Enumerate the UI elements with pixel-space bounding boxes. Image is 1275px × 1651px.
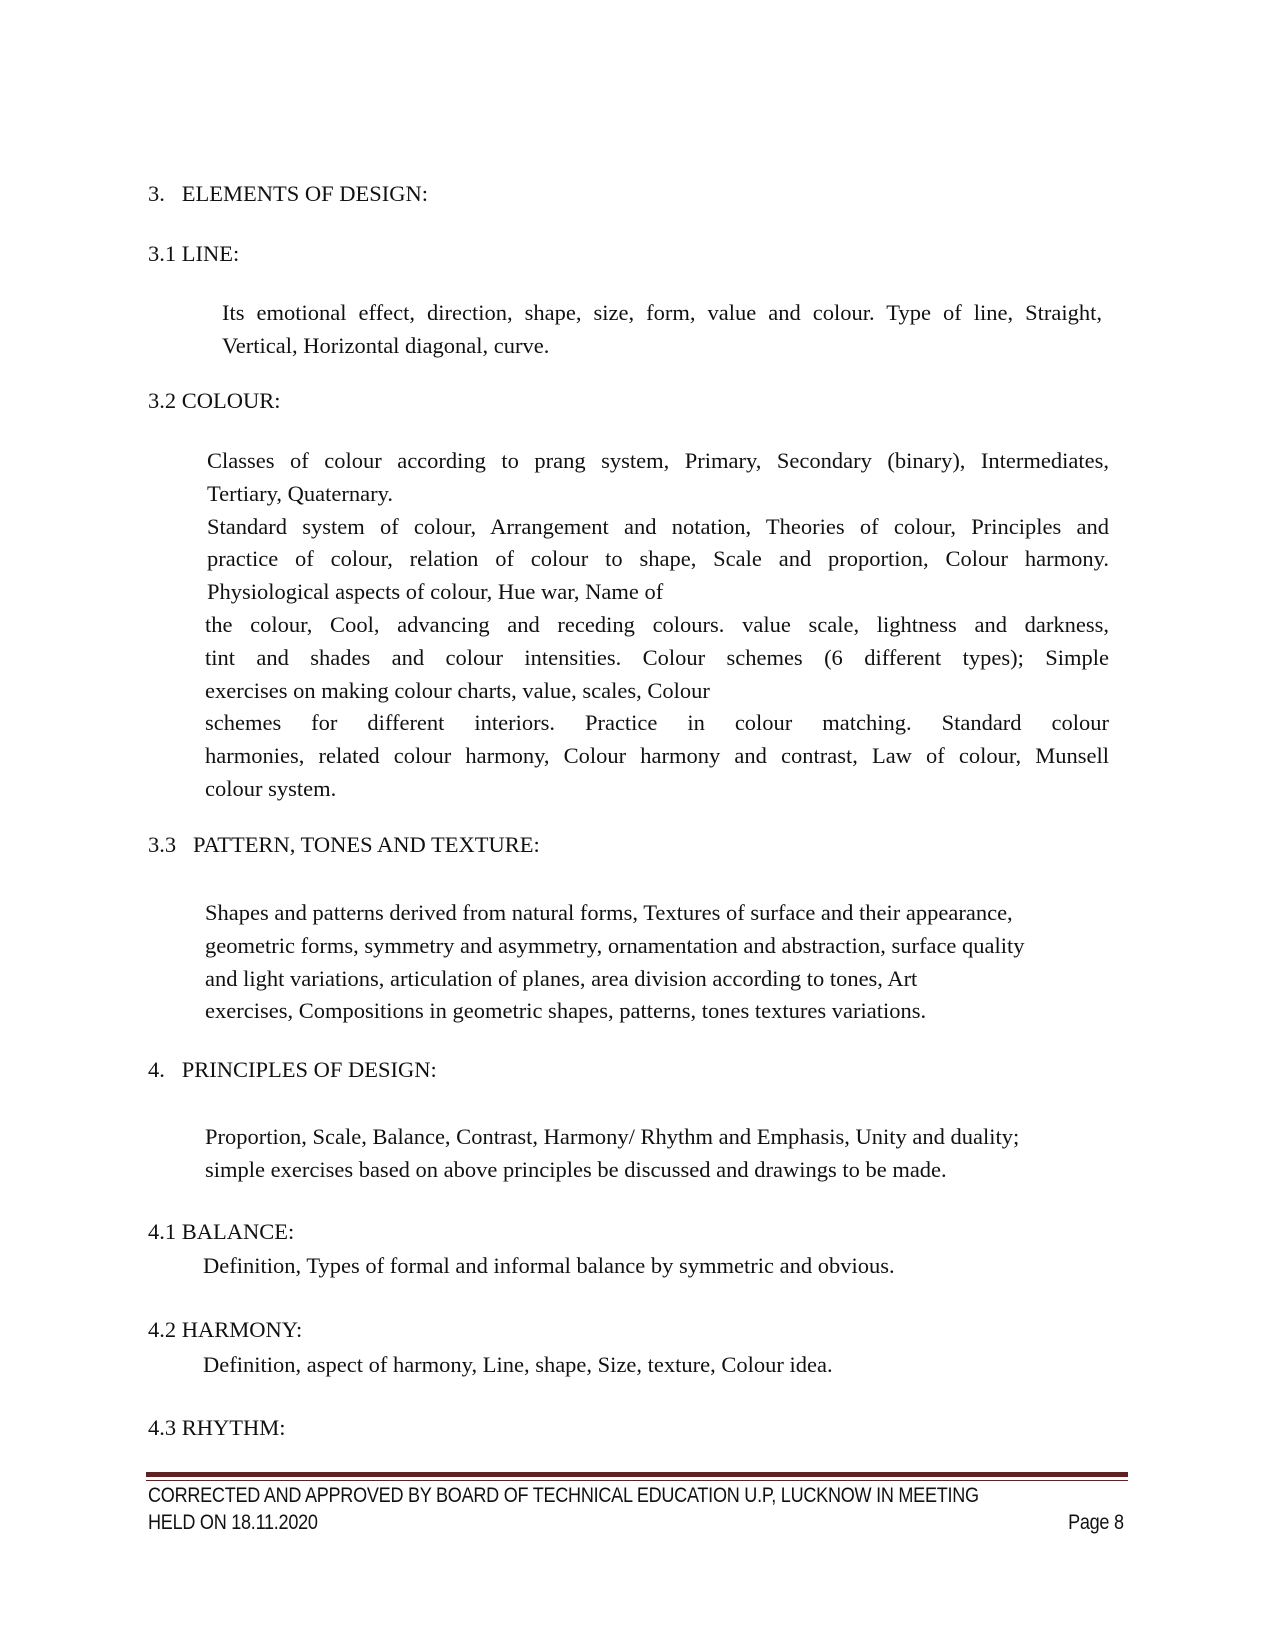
section-heading-elements-of-design: 3. ELEMENTS OF DESIGN: (148, 181, 428, 206)
section-heading-balance: 4.1 BALANCE: (148, 1219, 295, 1244)
footer-rule-thin (146, 1480, 1128, 1481)
section-heading-pattern-tones-texture: 3.3 PATTERN, TONES AND TEXTURE: (148, 832, 540, 857)
paragraph-line-text: Physiological aspects of colour, Hue war, Name of (207, 579, 664, 605)
paragraph-line-text: the colour, Cool, advancing and receding colours. value scale, lightness and darkness, (205, 612, 1109, 637)
section-heading-colour: 3.2 COLOUR: (148, 388, 281, 413)
paragraph-line-text: exercises, Compositions in geometric shapes, patterns, tones textures variations. (205, 998, 927, 1024)
footer-meeting-date: HELD ON 18.11.2020 (148, 1511, 318, 1534)
section-heading-principles-of-design: 4. PRINCIPLES OF DESIGN: (148, 1057, 437, 1082)
page-footer (148, 1484, 1124, 1544)
section-heading-line: 3.1 LINE: (148, 241, 240, 266)
paragraph-balance (203, 1250, 1103, 1283)
section-heading-rhythm: 4.3 RHYTHM: (148, 1415, 286, 1440)
paragraph-line-text: simple exercises based on above principles be discussed and drawings to be made. (205, 1156, 947, 1182)
paragraph-line-text: geometric forms, symmetry and asymmetry, ornamentation and abstraction, surface quality (205, 932, 1025, 958)
paragraph-line-text: Definition, Types of formal and informal balance by symmetric and obvious. (203, 1253, 895, 1278)
paragraph-line-text: Shapes and patterns derived from natural forms, Textures of surface and their appearance, (205, 900, 1013, 925)
paragraph-line-text: Tertiary, Quaternary. (207, 480, 394, 506)
page-number: Page 8 (1068, 1511, 1124, 1534)
paragraph-line-text: exercises on making colour charts, value, scales, Colour (205, 677, 710, 703)
paragraph-line-text: colour system. (205, 775, 337, 801)
paragraph-pattern-tones-texture (205, 897, 1105, 1028)
footer-rule-thick (146, 1472, 1128, 1477)
paragraph-principles-of-design (205, 1121, 1105, 1187)
paragraph-colour (207, 445, 1109, 609)
paragraph-line (222, 297, 1102, 363)
paragraph-line-text: harmonies, related colour harmony, Colour harmony and contrast, Law of colour, Munsell (205, 743, 1109, 769)
paragraph-line-text: Definition, aspect of harmony, Line, shape, Size, texture, Colour idea. (203, 1352, 833, 1377)
footer-approval-line: CORRECTED AND APPROVED BY BOARD OF TECHNICAL EDUCATION U.P, LUCKNOW IN MEETING (148, 1484, 979, 1507)
paragraph-harmony (203, 1349, 1103, 1382)
paragraph-line-text: practice of colour, relation of colour to shape, Scale and proportion, Colour harmony. (207, 546, 1109, 572)
paragraph-line-text: Standard system of colour, Arrangement and notation, Theories of colour, Principles and (207, 513, 1109, 539)
paragraph-line-text: and light variations, articulation of planes, area division according to tones, Art (205, 965, 918, 991)
paragraph-colour-continued (205, 609, 1109, 806)
paragraph-line-text: schemes for different interiors. Practice in colour matching. Standard colour (205, 710, 1109, 736)
paragraph-line-text: Its emotional effect, direction, shape, size, form, value and colour. Type of line, Straight, (222, 300, 1102, 325)
paragraph-line-text: Proportion, Scale, Balance, Contrast, Harmony/ Rhythm and Emphasis, Unity and duality; (205, 1124, 1020, 1149)
section-heading-harmony: 4.2 HARMONY: (148, 1317, 303, 1342)
paragraph-line-text: tint and shades and colour intensities. Colour schemes (6 different types); Simple (205, 644, 1109, 670)
paragraph-line-text: Vertical, Horizontal diagonal, curve. (222, 332, 550, 358)
paragraph-line-text: Classes of colour according to prang system, Primary, Secondary (binary), Intermediates, (207, 448, 1109, 473)
